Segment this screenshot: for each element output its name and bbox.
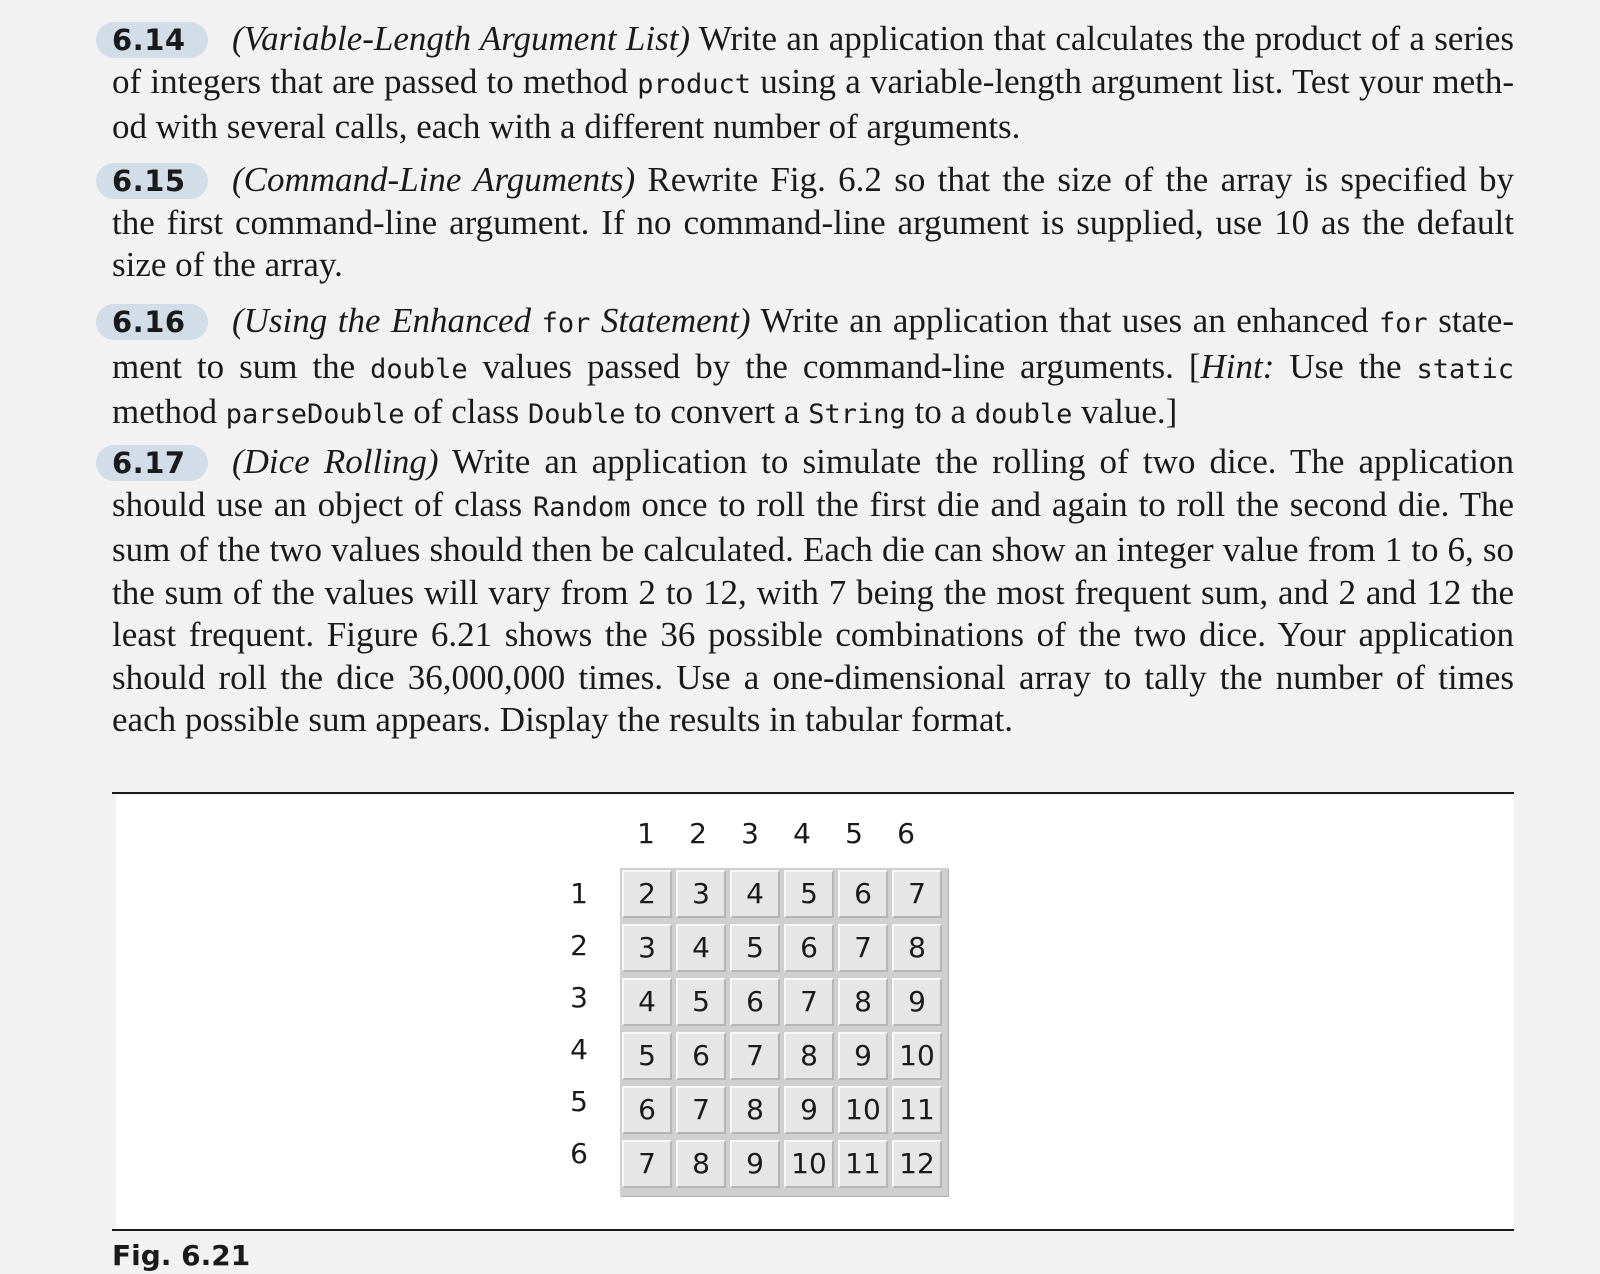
text-run: Write an application to simulate the rolling of two dice. The application should use an object of class	[112, 442, 1514, 524]
exercise-title-run: (Using the Enhanced	[232, 301, 542, 340]
sum-cell: 6	[784, 924, 834, 972]
sum-cell: 4	[676, 924, 726, 972]
die-column-header: 5	[845, 817, 863, 850]
sum-grid	[620, 868, 948, 1196]
exercise-number-badge: 6.16	[96, 304, 208, 340]
sum-cell: 9	[730, 1140, 780, 1188]
sum-cell: 3	[622, 924, 672, 972]
text-run: value.]	[1072, 392, 1178, 431]
exercise-6-16	[112, 300, 1514, 437]
sum-cell: 4	[622, 978, 672, 1026]
text-run: state-ment to sum the	[112, 301, 1514, 386]
sum-cell: 8	[730, 1086, 780, 1134]
text-run: Rewrite Fig. 6.2 so that the size of the array is specified by the first command-line argument. If no command-line argument is supplied, use 10 as the default size of the array.	[112, 160, 1514, 284]
die-row-header: 4	[570, 1033, 588, 1066]
code-run: double	[974, 399, 1073, 430]
sum-cell: 10	[892, 1032, 942, 1080]
figure-bottom-rule	[112, 1229, 1514, 1231]
exercise-title-run: (Dice Rolling)	[232, 442, 439, 481]
code-run: Random	[533, 491, 631, 523]
code-run: parseDouble	[225, 399, 405, 430]
sum-cell: 7	[784, 978, 834, 1026]
die-column-header: 4	[793, 817, 811, 850]
figure-top-rule	[112, 792, 1514, 794]
exercise-text	[112, 18, 1514, 149]
exercise-title-run: Hint:	[1200, 346, 1275, 386]
sum-cell: 8	[676, 1140, 726, 1188]
text-run: of class	[404, 392, 528, 431]
sum-cell: 9	[838, 1032, 888, 1080]
die-column-header: 3	[741, 817, 759, 850]
sum-cell: 8	[838, 978, 888, 1026]
text-run: to a	[905, 392, 975, 431]
text-run: Write an application that uses an enhanced	[750, 301, 1379, 340]
sum-cell: 4	[730, 870, 780, 918]
text-run: to convert a	[625, 392, 809, 431]
exercise-6-15	[112, 159, 1514, 287]
exercise-title-run: (Command-Line Arguments)	[232, 160, 636, 199]
text-run: Use the	[1274, 346, 1417, 386]
sum-cell: 6	[838, 870, 888, 918]
sum-cell: 5	[622, 1032, 672, 1080]
exercise-title-run: Statement)	[590, 301, 751, 340]
die-row-header: 6	[570, 1137, 588, 1170]
sum-cell: 5	[730, 924, 780, 972]
text-run: once to roll the first die and again to roll the second die. The sum of the two values should then be calculated. Each die can show an integer value from 1 to 6, so the sum of the values will vary from 2 to 12, with 7 being the most frequent sum, and 2 and 12 the least frequent. Figure 6.21 shows the 36 possible combinations of the two dice. Your application should roll the dice 36,000,000 times. Use a one-dimensional array to tally the number of times each possible sum appears. Display the results in tabular format.	[112, 484, 1514, 739]
die-row-header: 3	[570, 981, 588, 1014]
sum-cell: 7	[838, 924, 888, 972]
sum-cell: 3	[676, 870, 726, 918]
exercise-text	[112, 159, 1514, 287]
exercise-6-14	[112, 18, 1514, 149]
sum-cell: 9	[784, 1086, 834, 1134]
die-row-header: 5	[570, 1085, 588, 1118]
die-row-header: 2	[570, 929, 588, 962]
sum-cell: 6	[676, 1032, 726, 1080]
exercise-6-17	[112, 441, 1514, 742]
code-run: static	[1416, 353, 1514, 385]
sum-cell: 9	[892, 978, 942, 1026]
code-run: for	[1378, 308, 1428, 339]
sum-cell: 5	[784, 870, 834, 918]
sum-cell: 10	[838, 1086, 888, 1134]
text-run: Write an application that calculates the product of a series of integers that are passed to method	[112, 19, 1514, 101]
die-column-header: 6	[897, 817, 915, 850]
exercise-title-run: (Variable-Length Argument List)	[232, 19, 691, 58]
die-column-header: 2	[689, 817, 707, 850]
sum-cell: 11	[892, 1086, 942, 1134]
text-run: values passed by the command-line arguments. [	[467, 346, 1201, 386]
code-run: product	[637, 68, 751, 100]
sum-cell: 11	[838, 1140, 888, 1188]
exercise-number-badge: 6.15	[96, 163, 208, 199]
sum-cell: 7	[730, 1032, 780, 1080]
text-run: method	[112, 392, 226, 431]
sum-cell: 8	[784, 1032, 834, 1080]
exercise-number-badge: 6.14	[96, 22, 208, 58]
code-run: double	[370, 353, 468, 385]
sum-cell: 6	[622, 1086, 672, 1134]
code-run: String	[808, 399, 906, 430]
figure-caption: Fig. 6.21	[112, 1239, 251, 1272]
exercise-number-badge: 6.17	[96, 445, 208, 481]
code-run: for	[541, 308, 591, 339]
text-run: using a variable-length argument list. Test your meth-od with several calls, each with a different number of arguments.	[112, 61, 1514, 146]
sum-cell: 8	[892, 924, 942, 972]
code-run: Double	[528, 399, 626, 430]
die-column-header: 1	[637, 817, 655, 850]
sum-cell: 7	[622, 1140, 672, 1188]
sum-cell: 5	[676, 978, 726, 1026]
exercise-text	[112, 441, 1514, 742]
sum-cell: 7	[676, 1086, 726, 1134]
die-row-header: 1	[570, 877, 588, 910]
exercise-text	[112, 300, 1514, 437]
sum-cell: 6	[730, 978, 780, 1026]
sum-cell: 10	[784, 1140, 834, 1188]
sum-cell: 2	[622, 870, 672, 918]
sum-cell: 7	[892, 870, 942, 918]
sum-cell: 12	[892, 1140, 942, 1188]
